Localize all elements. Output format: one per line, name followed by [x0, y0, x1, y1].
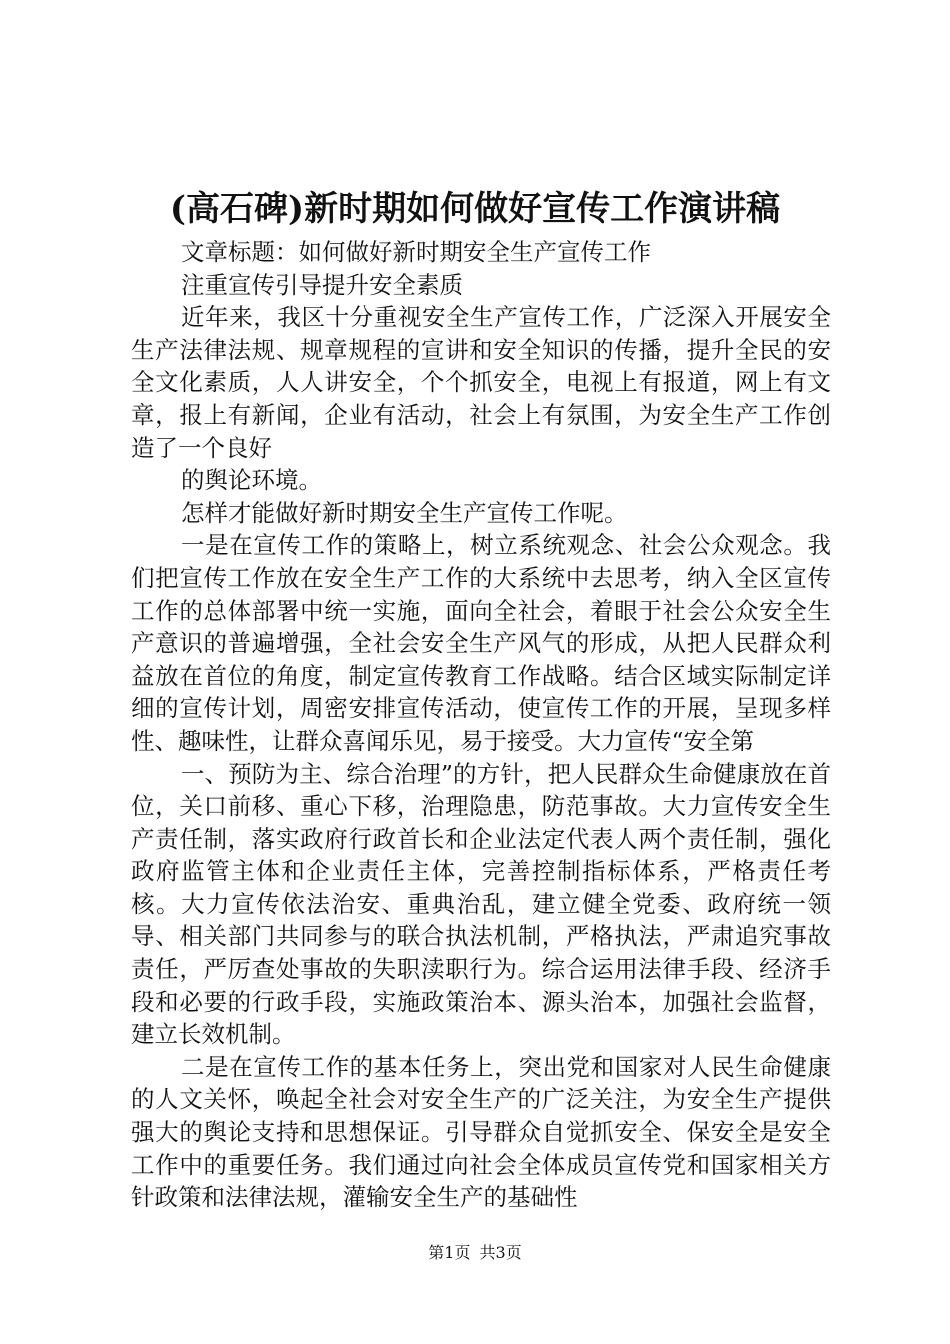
- paragraph-intro-continued: 的舆论环境。: [181, 466, 322, 495]
- paragraph-article-heading: 文章标题：如何做好新时期安全生产宣传工作: [181, 238, 651, 266]
- paragraph-subheading: 注重宣传引导提升安全素质: [181, 270, 463, 299]
- page-number: 第1页: [428, 1243, 471, 1262]
- paragraph-point-two: 二是在宣传工作的基本任务上，突出党和国家对人民生命健康的人文关怀，唤起全社会对安全生产的广泛关注，为安全生产提供强大的舆论支持和思想保证。引导群众自觉抓安全、保安全是安全工作中的重要任务。我们通过向社会全体成员宣传党和国家相关方针政策和法律法规，灌输安全生产的基础性: [131, 1052, 831, 1212]
- paragraph-point-one-continued: 一、预防为主、综合治理”的方针，把人民群众生命健康放在首位，关口前移、重心下移，治理隐患，防范事故。大力宣传安全生产责任制，落实政府行政首长和企业法定代表人两个责任制，强化政府监管主体和企业责任主体，完善控制指标体系，严格责任考核。大力宣传依法治安、重典治乱，建立健全党委、政府统一领导、相关部门共同参与的联合执法机制，严格执法，严肃追究事故责任，严厉查处事故的失职渎职行为。综合运用法律手段、经济手段和必要的行政手段，实施政策治本、源头治本，加强社会监督，建立长效机制。: [131, 759, 831, 1049]
- document-body: [131, 236, 831, 1214]
- paragraph-point-one: 一是在宣传工作的策略上，树立系统观念、社会公众观念。我们把宣传工作放在安全生产工作的大系统中去思考，纳入全区宣传工作的总体部署中统一实施，面向全社会，着眼于社会公众安全生产意识的普遍增强，全社会安全生产风气的形成，从把人民群众利益放在首位的角度，制定宣传教育工作战略。结合区域实际制定详细的宣传计划，周密安排宣传活动，使宣传工作的开展，呈现多样性、趣味性，让群众喜闻乐见，易于接受。大力宣传“安全第: [131, 531, 831, 755]
- page-footer: [0, 1242, 950, 1264]
- document-title: (高石碑)新时期如何做好宣传工作演讲稿: [169, 189, 781, 229]
- paragraph-intro: 近年来，我区十分重视安全生产宣传工作，广泛深入开展安全生产法律法规、规章规程的宣讲和安全知识的传播，提升全民的安全文化素质，人人讲安全，个个抓安全，电视上有报道，网上有文章，报上有新闻，企业有活动，社会上有氛围，为安全生产工作创造了一个良好: [131, 303, 831, 462]
- page-total: 共3页: [479, 1243, 522, 1262]
- paragraph-question: 怎样才能做好新时期安全生产宣传工作呢。: [181, 498, 628, 527]
